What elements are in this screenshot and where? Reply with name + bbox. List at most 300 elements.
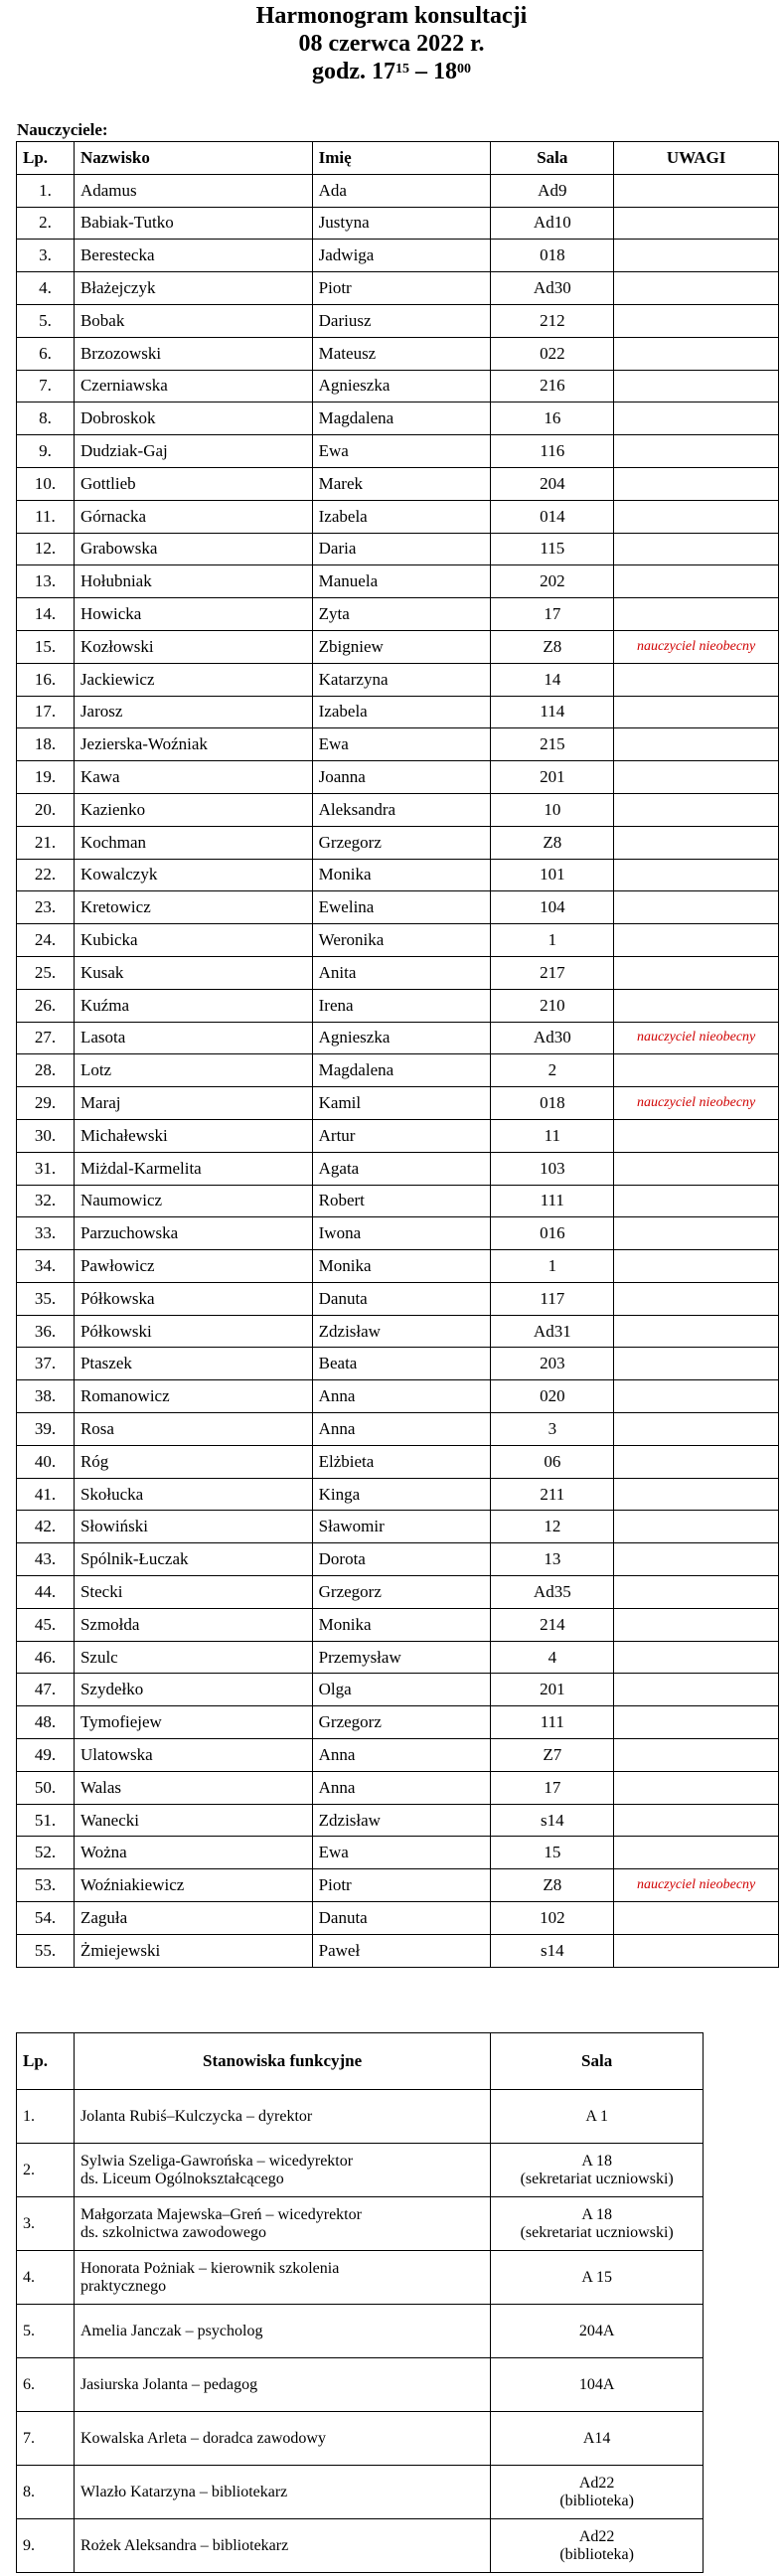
teacher-room: 116 xyxy=(491,435,614,468)
teacher-note xyxy=(614,174,779,207)
teacher-surname: Górnacka xyxy=(74,500,312,533)
teacher-lp: 32. xyxy=(17,1185,75,1217)
teacher-room: Z7 xyxy=(491,1739,614,1772)
teacher-note xyxy=(614,1576,779,1609)
teacher-room: 3 xyxy=(491,1413,614,1446)
teacher-row xyxy=(17,1869,779,1902)
functional-position xyxy=(74,2305,490,2358)
teacher-surname: Michałewski xyxy=(74,1119,312,1152)
teacher-surname: Dudziak-Gaj xyxy=(74,435,312,468)
teacher-note xyxy=(614,1119,779,1152)
teacher-name: Agnieszka xyxy=(312,370,491,402)
teacher-lp: 27. xyxy=(17,1022,75,1054)
teacher-name: Jadwiga xyxy=(312,240,491,272)
functional-room-line: Ad22 xyxy=(578,2527,615,2545)
teacher-surname: Lotz xyxy=(74,1054,312,1087)
teacher-lp: 12. xyxy=(17,533,75,565)
teacher-surname: Żmiejewski xyxy=(74,1934,312,1967)
teacher-room: Ad31 xyxy=(491,1315,614,1348)
header-name: Imię xyxy=(312,142,491,175)
teacher-room: Z8 xyxy=(491,826,614,859)
functional-lp: 9. xyxy=(17,2519,75,2573)
teacher-row xyxy=(17,1771,779,1804)
teacher-row xyxy=(17,1511,779,1543)
teacher-room: 102 xyxy=(491,1902,614,1935)
functional-position-line: Małgorzata Majewska–Greń – wicedyrektor xyxy=(79,2205,362,2223)
functional-room xyxy=(491,2251,704,2305)
teacher-name: Agnieszka xyxy=(312,1022,491,1054)
teacher-room: Z8 xyxy=(491,1869,614,1902)
teacher-name: Anita xyxy=(312,956,491,989)
header-surname: Nazwisko xyxy=(74,142,312,175)
teacher-row xyxy=(17,565,779,598)
teacher-lp: 22. xyxy=(17,859,75,891)
teacher-lp: 6. xyxy=(17,337,75,370)
time-start-minutes: 15 xyxy=(395,62,409,77)
teacher-lp: 23. xyxy=(17,891,75,924)
teacher-surname: Kazienko xyxy=(74,793,312,826)
time-start: godz. 17 xyxy=(312,59,395,84)
functional-room-line: (biblioteka) xyxy=(559,2545,634,2563)
functional-lp: 5. xyxy=(17,2305,75,2358)
teacher-surname: Miżdal-Karmelita xyxy=(74,1152,312,1185)
teacher-row xyxy=(17,1674,779,1706)
teacher-note xyxy=(614,859,779,891)
teacher-room: 15 xyxy=(491,1837,614,1869)
teacher-row xyxy=(17,1250,779,1283)
functional-row xyxy=(17,2519,704,2573)
teachers-body xyxy=(17,174,779,1967)
functional-position xyxy=(74,2412,490,2466)
functional-body xyxy=(17,2090,704,2573)
teacher-surname: Wanecki xyxy=(74,1804,312,1837)
teacher-surname: Naumowicz xyxy=(74,1185,312,1217)
teacher-room: 101 xyxy=(491,859,614,891)
teacher-room: Ad30 xyxy=(491,272,614,305)
teacher-name: Izabela xyxy=(312,500,491,533)
teacher-name: Iwona xyxy=(312,1217,491,1250)
teacher-lp: 46. xyxy=(17,1641,75,1674)
functional-room-line: A 1 xyxy=(585,2107,608,2125)
teacher-lp: 36. xyxy=(17,1315,75,1348)
teacher-row xyxy=(17,435,779,468)
teacher-name: Dariusz xyxy=(312,304,491,337)
teacher-lp: 54. xyxy=(17,1902,75,1935)
functional-row xyxy=(17,2358,704,2412)
teacher-note xyxy=(614,207,779,240)
teacher-surname: Szmołda xyxy=(74,1608,312,1641)
teacher-note xyxy=(614,1445,779,1478)
teacher-room: 204 xyxy=(491,467,614,500)
teacher-note xyxy=(614,1641,779,1674)
teacher-note xyxy=(614,598,779,631)
teacher-name: Justyna xyxy=(312,207,491,240)
teacher-note xyxy=(614,1837,779,1869)
teacher-room: 111 xyxy=(491,1185,614,1217)
teacher-name: Agata xyxy=(312,1152,491,1185)
teacher-lp: 48. xyxy=(17,1706,75,1739)
teacher-lp: 13. xyxy=(17,565,75,598)
functional-room xyxy=(491,2305,704,2358)
teacher-room: Ad10 xyxy=(491,207,614,240)
functional-header-position: Stanowiska funkcyjne xyxy=(74,2033,490,2090)
functional-position-line: ds. szkolnictwa zawodowego xyxy=(79,2223,266,2241)
teacher-note xyxy=(614,467,779,500)
teacher-name: Magdalena xyxy=(312,402,491,435)
teacher-note xyxy=(614,728,779,761)
teacher-row xyxy=(17,1641,779,1674)
functional-room xyxy=(491,2358,704,2412)
teacher-row xyxy=(17,500,779,533)
teacher-note xyxy=(614,924,779,957)
teachers-label: Nauczyciele: xyxy=(17,120,108,139)
teacher-row xyxy=(17,174,779,207)
teacher-row xyxy=(17,1022,779,1054)
teacher-room: 020 xyxy=(491,1380,614,1413)
teacher-surname: Grabowska xyxy=(74,533,312,565)
teacher-surname: Hołubniak xyxy=(74,565,312,598)
teacher-name: Ada xyxy=(312,174,491,207)
time-line xyxy=(0,58,783,85)
functional-position-line: Jasiurska Jolanta – pedagog xyxy=(79,2375,258,2393)
teacher-lp: 15. xyxy=(17,630,75,663)
teacher-name: Izabela xyxy=(312,696,491,728)
teacher-lp: 5. xyxy=(17,304,75,337)
teacher-name: Manuela xyxy=(312,565,491,598)
teacher-name: Monika xyxy=(312,859,491,891)
teacher-surname: Lasota xyxy=(74,1022,312,1054)
teacher-note xyxy=(614,956,779,989)
teacher-lp: 2. xyxy=(17,207,75,240)
teacher-room: Ad35 xyxy=(491,1576,614,1609)
teacher-note xyxy=(614,989,779,1022)
teacher-surname: Skołucka xyxy=(74,1478,312,1511)
teacher-row xyxy=(17,1478,779,1511)
teacher-row xyxy=(17,467,779,500)
teacher-name: Kamil xyxy=(312,1087,491,1120)
teacher-room: 014 xyxy=(491,500,614,533)
teacher-row xyxy=(17,1934,779,1967)
teacher-note xyxy=(614,1185,779,1217)
functional-header-lp: Lp. xyxy=(17,2033,75,2090)
teacher-note: nauczyciel nieobecny xyxy=(614,1022,779,1054)
teacher-lp: 52. xyxy=(17,1837,75,1869)
teacher-name: Przemysław xyxy=(312,1641,491,1674)
teacher-surname: Kusak xyxy=(74,956,312,989)
teacher-surname: Kuźma xyxy=(74,989,312,1022)
teacher-lp: 45. xyxy=(17,1608,75,1641)
teacher-surname: Stecki xyxy=(74,1576,312,1609)
teacher-name: Daria xyxy=(312,533,491,565)
teacher-lp: 35. xyxy=(17,1282,75,1315)
functional-header-row xyxy=(17,2033,704,2090)
teacher-room: 117 xyxy=(491,1282,614,1315)
functional-row xyxy=(17,2305,704,2358)
teacher-surname: Półkowska xyxy=(74,1282,312,1315)
teacher-row xyxy=(17,533,779,565)
teacher-surname: Adamus xyxy=(74,174,312,207)
teacher-surname: Szulc xyxy=(74,1641,312,1674)
teacher-note xyxy=(614,1217,779,1250)
teacher-surname: Berestecka xyxy=(74,240,312,272)
teacher-lp: 47. xyxy=(17,1674,75,1706)
functional-row xyxy=(17,2144,704,2197)
functional-header-room: Sala xyxy=(491,2033,704,2090)
functional-room-line: A14 xyxy=(582,2429,611,2447)
teacher-name: Artur xyxy=(312,1119,491,1152)
teacher-surname: Jarosz xyxy=(74,696,312,728)
teacher-lp: 40. xyxy=(17,1445,75,1478)
functional-position-line: ds. Liceum Ogólnokształcącego xyxy=(79,2170,284,2187)
teacher-name: Irena xyxy=(312,989,491,1022)
teacher-row xyxy=(17,1054,779,1087)
teacher-surname: Walas xyxy=(74,1771,312,1804)
teacher-surname: Słowiński xyxy=(74,1511,312,1543)
teacher-name: Piotr xyxy=(312,272,491,305)
teacher-note xyxy=(614,435,779,468)
functional-position xyxy=(74,2519,490,2573)
teacher-surname: Wożna xyxy=(74,1837,312,1869)
functional-lp: 4. xyxy=(17,2251,75,2305)
functional-lp: 8. xyxy=(17,2466,75,2519)
teacher-lp: 44. xyxy=(17,1576,75,1609)
teacher-room: 022 xyxy=(491,337,614,370)
teacher-name: Katarzyna xyxy=(312,663,491,696)
teacher-note xyxy=(614,1804,779,1837)
teacher-name: Monika xyxy=(312,1250,491,1283)
teacher-lp: 19. xyxy=(17,761,75,794)
teacher-surname: Jackiewicz xyxy=(74,663,312,696)
teacher-room: 111 xyxy=(491,1706,614,1739)
teacher-note xyxy=(614,1608,779,1641)
header-room: Sala xyxy=(491,142,614,175)
teacher-row xyxy=(17,1706,779,1739)
teacher-note xyxy=(614,1739,779,1772)
teacher-surname: Gottlieb xyxy=(74,467,312,500)
header-lp: Lp. xyxy=(17,142,75,175)
teacher-surname: Pawłowicz xyxy=(74,1250,312,1283)
teacher-name: Anna xyxy=(312,1380,491,1413)
teacher-room: s14 xyxy=(491,1804,614,1837)
teacher-name: Anna xyxy=(312,1739,491,1772)
teacher-row xyxy=(17,1087,779,1120)
teacher-row xyxy=(17,956,779,989)
teacher-row xyxy=(17,1739,779,1772)
teacher-room: 17 xyxy=(491,1771,614,1804)
teacher-note xyxy=(614,1152,779,1185)
teacher-row xyxy=(17,402,779,435)
teacher-surname: Półkowski xyxy=(74,1315,312,1348)
teacher-row xyxy=(17,1315,779,1348)
teacher-lp: 16. xyxy=(17,663,75,696)
teacher-note xyxy=(614,1674,779,1706)
functional-position xyxy=(74,2090,490,2144)
functional-room-line: A 15 xyxy=(581,2268,612,2286)
teacher-note xyxy=(614,1511,779,1543)
teacher-note xyxy=(614,1543,779,1576)
teacher-name: Piotr xyxy=(312,1869,491,1902)
teacher-surname: Kubicka xyxy=(74,924,312,957)
teacher-room: 212 xyxy=(491,304,614,337)
teacher-surname: Babiak-Tutko xyxy=(74,207,312,240)
teacher-lp: 7. xyxy=(17,370,75,402)
teacher-room: s14 xyxy=(491,1934,614,1967)
teacher-name: Beata xyxy=(312,1348,491,1380)
teacher-name: Grzegorz xyxy=(312,1706,491,1739)
teacher-lp: 4. xyxy=(17,272,75,305)
functional-room xyxy=(491,2412,704,2466)
teacher-lp: 31. xyxy=(17,1152,75,1185)
teacher-surname: Szydełko xyxy=(74,1674,312,1706)
teacher-row xyxy=(17,989,779,1022)
teacher-room: 203 xyxy=(491,1348,614,1380)
functional-room xyxy=(491,2466,704,2519)
teacher-room: 10 xyxy=(491,793,614,826)
teacher-lp: 8. xyxy=(17,402,75,435)
functional-room-line: A 18 xyxy=(581,2152,612,2170)
teacher-note xyxy=(614,826,779,859)
teacher-lp: 14. xyxy=(17,598,75,631)
teacher-row xyxy=(17,1217,779,1250)
functional-row xyxy=(17,2466,704,2519)
teacher-room: 13 xyxy=(491,1543,614,1576)
teacher-lp: 21. xyxy=(17,826,75,859)
teacher-row xyxy=(17,663,779,696)
functional-lp: 7. xyxy=(17,2412,75,2466)
functional-room xyxy=(491,2144,704,2197)
functional-position xyxy=(74,2358,490,2412)
teacher-name: Olga xyxy=(312,1674,491,1706)
teacher-surname: Róg xyxy=(74,1445,312,1478)
teacher-lp: 18. xyxy=(17,728,75,761)
teacher-surname: Bobak xyxy=(74,304,312,337)
teacher-note xyxy=(614,370,779,402)
functional-lp: 6. xyxy=(17,2358,75,2412)
functional-table xyxy=(16,2032,704,2573)
teacher-room: 1 xyxy=(491,924,614,957)
teacher-lp: 26. xyxy=(17,989,75,1022)
functional-row xyxy=(17,2412,704,2466)
functional-position xyxy=(74,2144,490,2197)
teacher-name: Joanna xyxy=(312,761,491,794)
teacher-room: Ad9 xyxy=(491,174,614,207)
teacher-surname: Kawa xyxy=(74,761,312,794)
teacher-note xyxy=(614,272,779,305)
teacher-name: Grzegorz xyxy=(312,826,491,859)
teacher-row xyxy=(17,1152,779,1185)
teacher-name: Weronika xyxy=(312,924,491,957)
teachers-table xyxy=(16,141,779,1968)
functional-position-line: Amelia Janczak – psycholog xyxy=(79,2322,263,2339)
teacher-surname: Romanowicz xyxy=(74,1380,312,1413)
functional-room xyxy=(491,2519,704,2573)
teacher-room: 17 xyxy=(491,598,614,631)
functional-position-line: Jolanta Rubiś–Kulczycka – dyrektor xyxy=(79,2107,313,2125)
teacher-room: 214 xyxy=(491,1608,614,1641)
teacher-row xyxy=(17,1445,779,1478)
functional-position xyxy=(74,2251,490,2305)
functional-lp: 1. xyxy=(17,2090,75,2144)
teacher-row xyxy=(17,826,779,859)
time-end-minutes: 00 xyxy=(457,62,471,77)
teacher-room: 211 xyxy=(491,1478,614,1511)
teacher-name: Ewa xyxy=(312,435,491,468)
teacher-name: Grzegorz xyxy=(312,1576,491,1609)
teacher-surname: Rosa xyxy=(74,1413,312,1446)
teacher-name: Dorota xyxy=(312,1543,491,1576)
teacher-lp: 50. xyxy=(17,1771,75,1804)
teacher-note xyxy=(614,663,779,696)
teacher-row xyxy=(17,272,779,305)
teacher-name: Zbigniew xyxy=(312,630,491,663)
functional-lp: 2. xyxy=(17,2144,75,2197)
teacher-row xyxy=(17,240,779,272)
teacher-lp: 30. xyxy=(17,1119,75,1152)
teacher-room: 202 xyxy=(491,565,614,598)
teacher-lp: 29. xyxy=(17,1087,75,1120)
functional-row xyxy=(17,2197,704,2251)
teacher-note xyxy=(614,1478,779,1511)
teacher-surname: Woźniakiewicz xyxy=(74,1869,312,1902)
teacher-lp: 42. xyxy=(17,1511,75,1543)
teacher-room: 201 xyxy=(491,761,614,794)
teacher-note xyxy=(614,891,779,924)
functional-position xyxy=(74,2197,490,2251)
teacher-row xyxy=(17,207,779,240)
teacher-room: Z8 xyxy=(491,630,614,663)
teacher-room: 016 xyxy=(491,1217,614,1250)
functional-room-line: 104A xyxy=(578,2375,615,2393)
teacher-surname: Jezierska-Woźniak xyxy=(74,728,312,761)
teacher-name: Marek xyxy=(312,467,491,500)
teacher-room: 2 xyxy=(491,1054,614,1087)
teacher-lp: 38. xyxy=(17,1380,75,1413)
teacher-room: 1 xyxy=(491,1250,614,1283)
teacher-lp: 43. xyxy=(17,1543,75,1576)
teacher-row xyxy=(17,1902,779,1935)
teacher-note xyxy=(614,1348,779,1380)
teacher-lp: 25. xyxy=(17,956,75,989)
teacher-surname: Kowalczyk xyxy=(74,859,312,891)
teacher-note xyxy=(614,1771,779,1804)
teacher-lp: 41. xyxy=(17,1478,75,1511)
teacher-room: 216 xyxy=(491,370,614,402)
teacher-note xyxy=(614,337,779,370)
teacher-row xyxy=(17,891,779,924)
teacher-row xyxy=(17,1543,779,1576)
teacher-lp: 55. xyxy=(17,1934,75,1967)
teacher-surname: Kochman xyxy=(74,826,312,859)
time-end: – 18 xyxy=(409,59,457,84)
teacher-room: 018 xyxy=(491,1087,614,1120)
teacher-note: nauczyciel nieobecny xyxy=(614,630,779,663)
teacher-row xyxy=(17,1380,779,1413)
teacher-note xyxy=(614,304,779,337)
teacher-name: Ewelina xyxy=(312,891,491,924)
teacher-lp: 24. xyxy=(17,924,75,957)
teacher-row xyxy=(17,1608,779,1641)
teacher-name: Zyta xyxy=(312,598,491,631)
teacher-surname: Ulatowska xyxy=(74,1739,312,1772)
teacher-surname: Ptaszek xyxy=(74,1348,312,1380)
teacher-lp: 34. xyxy=(17,1250,75,1283)
page-title: Harmonogram konsultacji xyxy=(255,3,528,29)
teacher-row xyxy=(17,1413,779,1446)
teacher-room: 217 xyxy=(491,956,614,989)
teacher-note xyxy=(614,696,779,728)
teacher-note xyxy=(614,1902,779,1935)
teacher-row xyxy=(17,696,779,728)
